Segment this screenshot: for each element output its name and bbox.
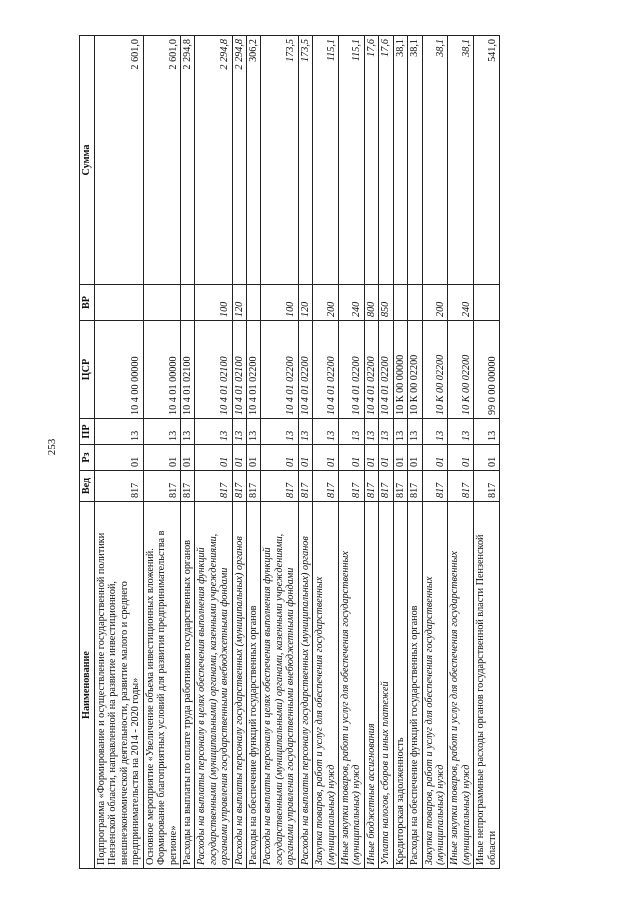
cell-ved: 817 — [474, 471, 500, 502]
cell-pr: 13 — [95, 419, 144, 445]
table-row — [143, 36, 180, 869]
cell-name: Иные закупки товаров, работ и услуг для обеспечения государственных (муниципальных) нужд — [448, 502, 474, 869]
cell-vr: 200 — [422, 285, 448, 321]
cell-name: Расходы на выплаты персоналу в целях обеспечения выполнения функций государственными (муниципальными) органами, казенными учреждениями, органами управления государственными внебюджетными фондами — [195, 502, 232, 869]
cell-pr: 13 — [393, 419, 407, 445]
header-name: Наименование — [80, 502, 95, 869]
cell-sum: 38,1 — [422, 36, 448, 285]
cell-vr: 240 — [448, 285, 474, 321]
table-row — [232, 36, 246, 869]
budget-table — [79, 35, 500, 869]
header-ved: Вед — [80, 471, 95, 502]
cell-csr: 10 4 01 02200 — [364, 321, 378, 419]
cell-vr — [393, 285, 407, 321]
cell-name: Закупка товаров, работ и услуг для обеспечения государственных (муниципальных) нужд — [313, 502, 339, 869]
cell-sum: 38,1 — [408, 36, 422, 285]
cell-name: Уплата налогов, сборов и иных платежей — [379, 502, 393, 869]
cell-pr: 13 — [364, 419, 378, 445]
cell-rz: 01 — [298, 445, 312, 471]
cell-csr: 10 4 01 02100 — [195, 321, 232, 419]
cell-pr: 13 — [180, 419, 194, 445]
cell-ved: 817 — [313, 471, 339, 502]
cell-csr: 10 4 01 00000 — [143, 321, 180, 419]
cell-ved: 817 — [422, 471, 448, 502]
cell-vr — [474, 285, 500, 321]
cell-rz: 01 — [180, 445, 194, 471]
header-vr: ВР — [80, 285, 95, 321]
header-sum: Сумма — [80, 36, 95, 285]
cell-vr: 120 — [298, 285, 312, 321]
cell-rz: 01 — [448, 445, 474, 471]
cell-pr: 13 — [313, 419, 339, 445]
cell-vr — [180, 285, 194, 321]
cell-csr: 10 4 01 02200 — [339, 321, 365, 419]
cell-sum: 17,6 — [379, 36, 393, 285]
cell-sum: 306,2 — [247, 36, 261, 285]
cell-ved: 817 — [408, 471, 422, 502]
table-row — [408, 36, 422, 869]
cell-csr: 10 4 01 02100 — [180, 321, 194, 419]
cell-name: Иные бюджетные ассигнования — [364, 502, 378, 869]
cell-name: Расходы на обеспечение функций государственных органов — [247, 502, 261, 869]
cell-vr — [143, 285, 180, 321]
cell-pr: 13 — [474, 419, 500, 445]
cell-ved: 817 — [232, 471, 246, 502]
table-row — [422, 36, 448, 869]
cell-ved: 817 — [364, 471, 378, 502]
cell-csr: 10 4 01 02200 — [379, 321, 393, 419]
cell-vr: 100 — [261, 285, 298, 321]
cell-name: Закупка товаров, работ и услуг для обеспечения государственных (муниципальных) нужд — [422, 502, 448, 869]
cell-rz: 01 — [247, 445, 261, 471]
cell-csr: 10 К 00 02200 — [422, 321, 448, 419]
cell-pr: 13 — [195, 419, 232, 445]
cell-name: Иные непрограммные расходы органов государственной власти Пензенской области — [474, 502, 500, 869]
cell-ved: 817 — [339, 471, 365, 502]
cell-rz: 01 — [261, 445, 298, 471]
table-row — [195, 36, 232, 869]
cell-ved: 817 — [95, 471, 144, 502]
header-csr: ЦСР — [80, 321, 95, 419]
cell-vr — [95, 285, 144, 321]
cell-name: Расходы на выплаты персоналу в целях обеспечения выполнения функций государственными (муниципальными) органами, казенными учреждениями, органами управления государственными внебюджетными фондами — [261, 502, 298, 869]
cell-pr: 13 — [408, 419, 422, 445]
cell-sum: 38,1 — [448, 36, 474, 285]
cell-name: Расходы на выплаты персоналу государственных (муниципальных) органов — [298, 502, 312, 869]
cell-name: Расходы на выплаты по оплате труда работников государственных органов — [180, 502, 194, 869]
cell-csr: 10 4 01 02200 — [261, 321, 298, 419]
cell-ved: 817 — [393, 471, 407, 502]
cell-ved: 817 — [195, 471, 232, 502]
cell-pr: 13 — [448, 419, 474, 445]
cell-pr: 13 — [143, 419, 180, 445]
cell-sum: 2 601,0 — [143, 36, 180, 285]
cell-sum: 115,1 — [313, 36, 339, 285]
cell-ved: 817 — [448, 471, 474, 502]
cell-vr — [408, 285, 422, 321]
budget-table-container — [79, 36, 570, 869]
cell-ved: 817 — [379, 471, 393, 502]
cell-ved: 817 — [180, 471, 194, 502]
cell-sum: 2 601,0 — [95, 36, 144, 285]
cell-sum: 173,5 — [261, 36, 298, 285]
cell-sum: 541,0 — [474, 36, 500, 285]
cell-csr: 10 К 00 02200 — [408, 321, 422, 419]
header-rz: Рз — [80, 445, 95, 471]
table-row — [448, 36, 474, 869]
cell-pr: 13 — [379, 419, 393, 445]
cell-sum: 38,1 — [393, 36, 407, 285]
cell-csr: 10 4 01 02200 — [298, 321, 312, 419]
table-row — [247, 36, 261, 869]
table-row — [379, 36, 393, 869]
cell-name: Подпрограмма «Формирование и осуществление государственной политики Пензенской области, направленной на развитие инвестиционной, внешнеэкономической деятельности, развитие малого и среднего предпринимательства на 2014 - 2020 годы» — [95, 502, 144, 869]
cell-vr: 100 — [195, 285, 232, 321]
cell-csr: 10 4 01 02200 — [313, 321, 339, 419]
cell-pr: 13 — [422, 419, 448, 445]
cell-sum: 173,5 — [298, 36, 312, 285]
cell-pr: 13 — [339, 419, 365, 445]
cell-csr: 10 К 00 02200 — [448, 321, 474, 419]
cell-name: Иные закупки товаров, работ и услуг для обеспечения государственных (муниципальных) нужд — [339, 502, 365, 869]
cell-csr: 10 4 01 02200 — [247, 321, 261, 419]
page-number: 253 — [46, 438, 58, 456]
cell-sum: 17,6 — [364, 36, 378, 285]
cell-pr: 13 — [261, 419, 298, 445]
table-row — [298, 36, 312, 869]
cell-ved: 817 — [298, 471, 312, 502]
cell-vr: 120 — [232, 285, 246, 321]
cell-sum: 2 294,8 — [232, 36, 246, 285]
cell-ved: 817 — [143, 471, 180, 502]
cell-csr: 10 К 00 00000 — [393, 321, 407, 419]
table-row — [180, 36, 194, 869]
cell-rz: 01 — [339, 445, 365, 471]
cell-vr: 850 — [379, 285, 393, 321]
cell-ved: 817 — [261, 471, 298, 502]
header-row — [80, 36, 95, 869]
cell-rz: 01 — [474, 445, 500, 471]
cell-pr: 13 — [247, 419, 261, 445]
cell-name: Кредиторская задолженность — [393, 502, 407, 869]
cell-name: Расходы на обеспечение функций государственных органов — [408, 502, 422, 869]
cell-csr: 10 4 00 00000 — [95, 321, 144, 419]
cell-ved: 817 — [247, 471, 261, 502]
cell-rz: 01 — [95, 445, 144, 471]
table-row — [474, 36, 500, 869]
cell-vr: 200 — [313, 285, 339, 321]
cell-rz: 01 — [422, 445, 448, 471]
cell-csr: 99 0 00 00000 — [474, 321, 500, 419]
cell-vr: 800 — [364, 285, 378, 321]
cell-rz: 01 — [408, 445, 422, 471]
header-pr: ПР — [80, 419, 95, 445]
cell-rz: 01 — [232, 445, 246, 471]
cell-vr — [247, 285, 261, 321]
cell-rz: 01 — [313, 445, 339, 471]
cell-rz: 01 — [364, 445, 378, 471]
cell-sum: 115,1 — [339, 36, 365, 285]
cell-vr: 240 — [339, 285, 365, 321]
table-row — [261, 36, 298, 869]
table-row — [313, 36, 339, 869]
table-row — [339, 36, 365, 869]
cell-sum: 2 294,8 — [195, 36, 232, 285]
cell-rz: 01 — [379, 445, 393, 471]
cell-pr: 13 — [232, 419, 246, 445]
cell-csr: 10 4 01 02100 — [232, 321, 246, 419]
table-row — [95, 36, 144, 869]
cell-name: Основное мероприятие «Увеличение объема инвестиционных вложений. Формирование благоприятных условий для развития предпринимательства в регионе» — [143, 502, 180, 869]
cell-rz: 01 — [143, 445, 180, 471]
cell-pr: 13 — [298, 419, 312, 445]
cell-rz: 01 — [195, 445, 232, 471]
table-row — [364, 36, 378, 869]
cell-name: Расходы на выплаты персоналу государственных (муниципальных) органов — [232, 502, 246, 869]
table-row — [393, 36, 407, 869]
cell-sum: 2 294,8 — [180, 36, 194, 285]
cell-rz: 01 — [393, 445, 407, 471]
